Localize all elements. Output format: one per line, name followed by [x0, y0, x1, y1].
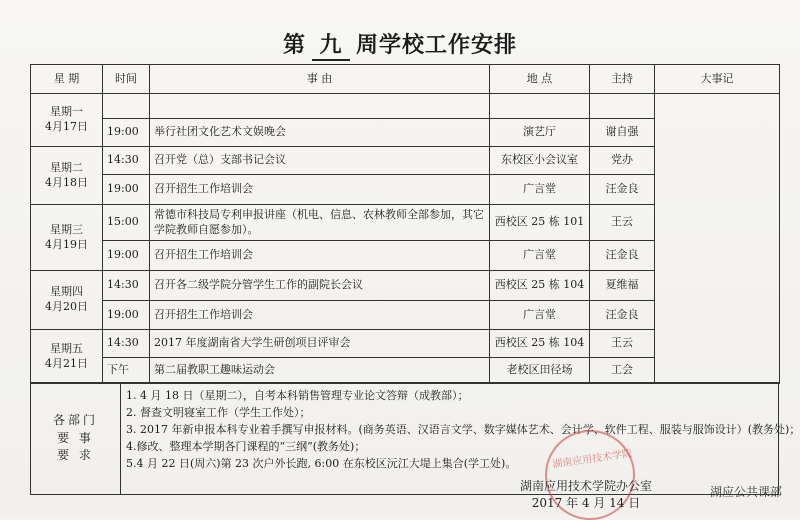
header-day: 星 期 — [31, 65, 103, 94]
event-cell: 第二届教职工趣味运动会 — [150, 358, 490, 384]
day-date: 4月18日 — [45, 175, 88, 189]
event-cell: 2017 年度湖南省大学生研创项目评审会 — [150, 330, 490, 358]
time-cell: 14:30 — [103, 330, 150, 358]
signature-org: 湖南应用技术学院办公室 — [520, 479, 653, 493]
signature-block — [520, 478, 652, 513]
event-cell: 召开招生工作培训会 — [150, 241, 490, 271]
note-item: 2. 督查文明寝室工作（学生工作处）； — [126, 406, 311, 420]
department-notes — [30, 382, 800, 495]
day-name: 星期四 — [50, 285, 83, 299]
note-item: 3. 2017 年新申报本科专业着手撰写申报材料。(商务英语、汉语言文学、数字媒体艺术、会计学、软件工程、服装与服饰设计）(教务处)； — [126, 423, 800, 437]
header-place: 地 点 — [490, 65, 590, 94]
note-item: 5.4 月 22 日(周六)第 23 次户外长跑, 6:00 在东校区沅江大堤上集合(学工处)。 — [126, 457, 517, 471]
table-row — [31, 94, 780, 119]
day-name: 星期一 — [50, 105, 83, 119]
title-suffix: 周学校工作安排 — [356, 33, 518, 58]
notes-body — [126, 387, 800, 472]
header-host: 主持 — [590, 65, 655, 94]
place-cell: 西校区 25 栋 104 — [490, 330, 590, 358]
place-cell: 广言堂 — [490, 175, 590, 205]
place-cell: 西校区 25 栋 101 — [490, 205, 590, 241]
notes-column-cell — [655, 94, 780, 384]
host-cell — [590, 94, 655, 119]
schedule-table — [30, 64, 780, 384]
day-cell — [31, 147, 103, 205]
event-cell: 召开招生工作培训会 — [150, 175, 490, 205]
notes-label — [31, 383, 121, 494]
header-time: 时间 — [103, 65, 150, 94]
event-cell: 召开各二级学院分管学生工作的副院长会议 — [150, 271, 490, 301]
note-item: 4.修改、整理本学期各门课程的“三纲”(教务处)； — [126, 440, 366, 454]
day-date: 4月17日 — [45, 120, 88, 133]
day-cell — [31, 271, 103, 330]
host-cell: 王云 — [590, 205, 655, 241]
event-cell: 常德市科技局专利申报讲座（机电、信息、农林教师全部参加，其它学院教师自愿参加）。 — [150, 205, 490, 241]
place-cell: 西校区 25 栋 104 — [490, 271, 590, 301]
signature-date: 2017 年 4 月 14 日 — [531, 496, 641, 511]
time-cell: 15:00 — [103, 205, 150, 241]
time-cell: 19:00 — [103, 241, 150, 271]
place-cell: 老校区田径场 — [490, 358, 590, 384]
header-notes: 大事记 — [655, 65, 780, 94]
day-date: 4月20日 — [45, 300, 88, 313]
host-cell: 谢自强 — [590, 119, 655, 147]
day-cell — [31, 205, 103, 271]
host-cell: 汪金良 — [590, 175, 655, 205]
time-cell: 下午 — [103, 358, 150, 384]
place-cell: 广言堂 — [490, 301, 590, 330]
day-date: 4月19日 — [45, 237, 88, 251]
event-cell: 召开招生工作培训会 — [150, 301, 490, 330]
day-name: 星期五 — [50, 341, 83, 355]
host-cell: 汪金良 — [590, 301, 655, 330]
day-name: 星期二 — [50, 160, 83, 174]
host-cell: 工会 — [590, 358, 655, 384]
place-cell: 演艺厅 — [490, 119, 590, 147]
watermark: 湖应公共课部 — [709, 485, 782, 499]
host-cell: 党办 — [590, 147, 655, 175]
time-cell: 14:30 — [103, 271, 150, 301]
host-cell: 夏维福 — [590, 271, 655, 301]
place-cell — [490, 94, 590, 119]
title-prefix: 第 — [282, 33, 306, 58]
host-cell: 王云 — [590, 330, 655, 358]
time-cell: 19:00 — [103, 119, 150, 147]
time-cell: 19:00 — [103, 175, 150, 205]
week-number: 九 — [312, 28, 350, 61]
event-cell — [150, 94, 490, 119]
notes-label-line: 要 求 — [57, 448, 94, 463]
day-cell — [31, 330, 103, 384]
time-cell: 14:30 — [103, 147, 150, 175]
event-cell: 召开党（总）支部书记会议 — [150, 147, 490, 175]
header-event: 事 由 — [150, 65, 490, 94]
day-name: 星期三 — [50, 222, 83, 236]
notes-label-line: 要 事 — [57, 430, 94, 445]
day-cell — [31, 94, 103, 147]
seal-text: 湖南应用技术学院 — [551, 448, 633, 471]
time-cell: 19:00 — [103, 301, 150, 330]
place-cell: 广言堂 — [490, 241, 590, 271]
notes-label-line: 各部门 — [52, 413, 98, 428]
place-cell: 东校区小会议室 — [490, 147, 590, 175]
page-title — [0, 28, 800, 61]
note-item: 1. 4 月 18 日（星期二），自考本科销售管理专业论文答辩（成教部）； — [126, 389, 469, 402]
time-cell — [103, 94, 150, 119]
event-cell: 举行社团文化艺术文娱晚会 — [150, 119, 490, 147]
day-date: 4月21日 — [45, 356, 88, 370]
host-cell: 汪金良 — [590, 241, 655, 271]
table-header-row — [31, 65, 780, 94]
